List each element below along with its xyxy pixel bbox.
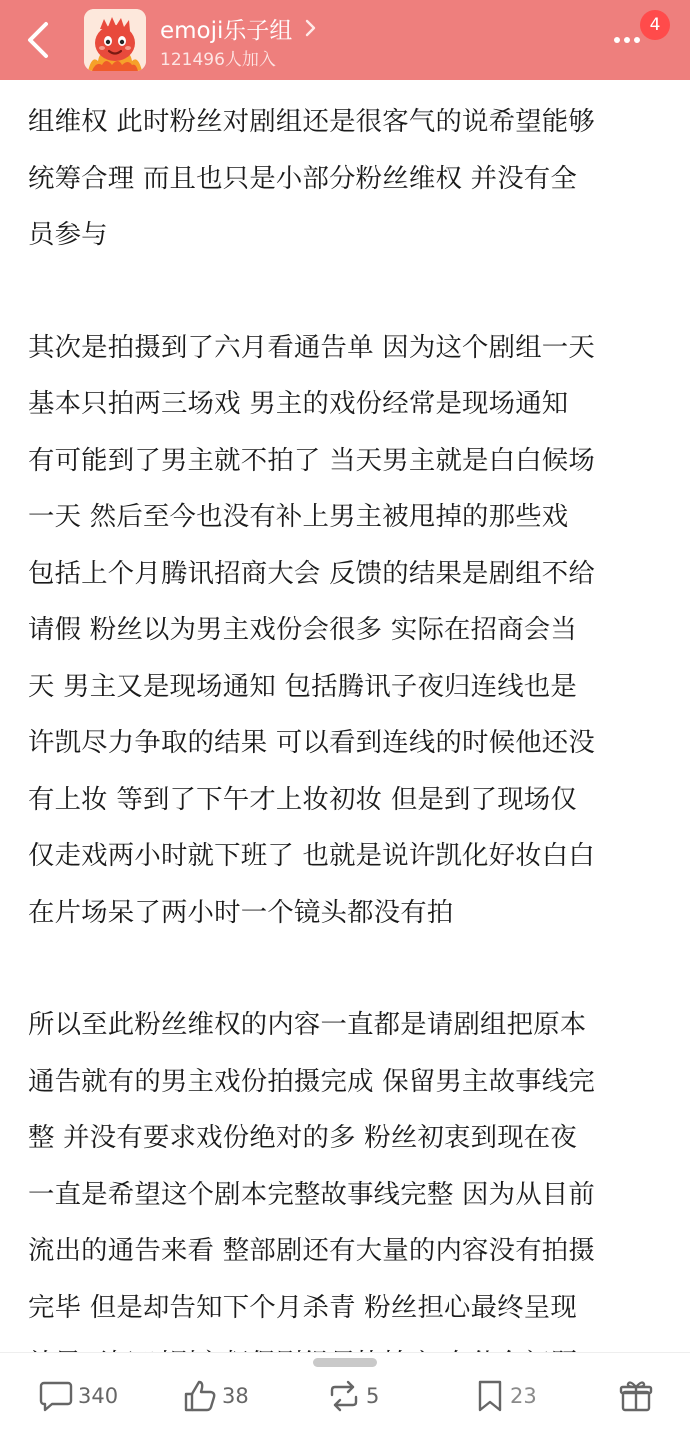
group-title[interactable] [160, 12, 318, 44]
repost-icon [326, 1379, 362, 1413]
repost-count: 5 [366, 1384, 380, 1408]
member-count: 121496人加入 [160, 50, 276, 70]
chevron-right-icon [304, 17, 318, 39]
bookmark-icon [474, 1378, 506, 1414]
group-name: emoji乐子组 [160, 17, 293, 44]
notification-badge: 4 [640, 10, 670, 40]
gift-icon [618, 1378, 654, 1414]
post-paragraph-3: 所以至此粉丝维权的内容一直都是请剧组把原本 通告就有的男主戏份拍摄完成 保留男主故事线完 整 并没有要求戏份绝对的多 粉丝初衷到现在夜 一直是希望这个剧本完整故事线完整 因为从目前 流出的通告来看 整部剧还有大量的内容没有拍摄 完毕 但是却告知下个月杀青 粉丝担心最终呈现 [28, 1009, 595, 1323]
back-arrow-icon [16, 16, 60, 64]
post-content [28, 94, 678, 1449]
red-monster-avatar-icon [84, 9, 146, 71]
favorite-button[interactable] [474, 1376, 537, 1416]
thumbs-up-icon [182, 1378, 218, 1414]
gift-button[interactable] [618, 1376, 658, 1416]
comment-icon [38, 1379, 74, 1413]
post-paragraph-2: 其次是拍摄到了六月看通告单 因为这个剧组一天 基本只拍两三场戏 男主的戏份经常是现场通知 有可能到了男主就不拍了 当天男主就是白白候场 一天 然后至今也没有补上男主被甩掉的那些戏 包括上个月腾讯招商大会 反馈的结果是剧组不给 请假 粉丝以为男主戏份会很多 实际在招商会当 天 男主又是现场通知 包括腾讯子夜归连线也是 许凯尽力争取的结果 可以看到连线的时候他还没 有上妆 等到了下午才上妆初妆 但是到了现场仅 仅走戏两小时就下班了 也就是说许凯化好妆白白 在片场呆了两小时一个镜头都没有拍 [28, 331, 595, 928]
like-button[interactable] [182, 1376, 249, 1416]
comment-button[interactable] [38, 1376, 118, 1416]
like-count: 38 [222, 1384, 249, 1408]
comment-count: 340 [78, 1384, 119, 1408]
group-avatar[interactable] [84, 9, 146, 71]
post-paragraph-1: 组维权 此时粉丝对剧组还是很客气的说希望能够 统筹合理 而且也只是小部分粉丝维权 并没有全 员参与 [28, 106, 595, 250]
drag-handle[interactable] [313, 1358, 377, 1367]
repost-button[interactable] [326, 1376, 379, 1416]
back-button[interactable] [16, 16, 60, 64]
favorite-count: 23 [510, 1384, 537, 1408]
more-button[interactable] [612, 28, 642, 52]
more-dots-icon [612, 28, 642, 52]
